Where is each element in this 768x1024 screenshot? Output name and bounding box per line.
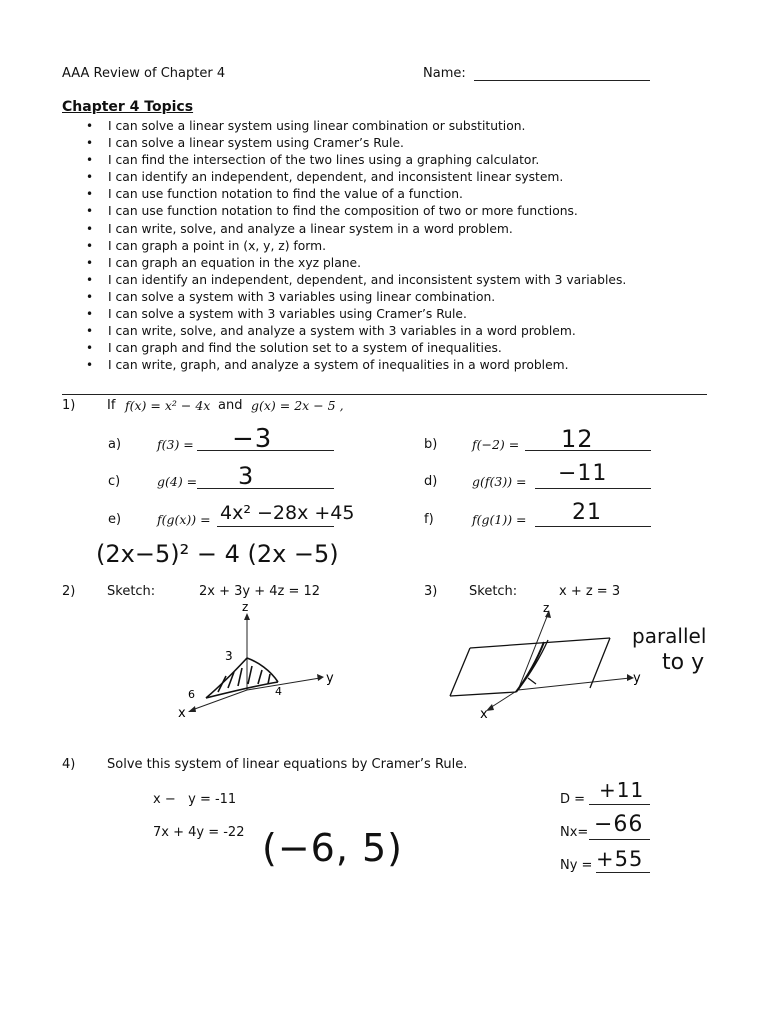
q3-axes <box>490 614 630 708</box>
q1-work: (2x−5)² − 4 (2x −5) <box>96 540 339 568</box>
q1-g-definition: g(x) = 2x − 5 , <box>251 398 344 413</box>
q1d-label: d) <box>424 474 438 489</box>
topic-item: • I can graph a point in (x, y, z) form. <box>86 238 746 255</box>
worksheet-title: AAA Review of Chapter 4 <box>62 66 226 81</box>
q3-axis-x-label: x <box>480 707 488 722</box>
q4-ny-label: Ny = <box>560 858 593 873</box>
q2-axis-x-label: x <box>178 706 186 721</box>
topic-item: • I can find the intersection of the two lines using a graphing calculator. <box>86 152 746 169</box>
topic-item: • I can identify an independent, dependent, and inconsistent system with 3 variables. <box>86 272 746 289</box>
q2-axis-y-label: y <box>326 671 334 686</box>
q2-axis-z-label: z <box>242 600 249 614</box>
q4-d-value: +11 <box>599 778 645 802</box>
q3-sketch-label: Sketch: <box>469 584 518 599</box>
q3-axis-y-label: y <box>633 671 641 686</box>
q1b-expr: f(−2) = <box>472 437 520 452</box>
name-blank[interactable] <box>474 80 650 81</box>
q2-equation: 2x + 3y + 4z = 12 <box>199 584 321 599</box>
q1e-expr: f(g(x)) = <box>157 512 211 527</box>
q2-sketch-label: Sketch: <box>107 584 156 599</box>
q2-sketch <box>170 600 350 725</box>
q3-plane <box>450 638 610 696</box>
q1f-blank[interactable] <box>535 526 651 527</box>
q1d-answer: −11 <box>558 461 608 486</box>
topic-item: • I can solve a system with 3 variables using linear combination. <box>86 289 746 306</box>
q2-x-axis <box>192 690 247 710</box>
arrow-head-y <box>317 674 324 681</box>
q1c-label: c) <box>108 474 121 489</box>
q1e-label: e) <box>108 512 122 527</box>
q1a-answer: −3 <box>232 424 273 454</box>
topic-item: • I can graph and find the solution set to a system of inequalities. <box>86 340 746 357</box>
q1e-answer: 4x² −28x +45 <box>220 502 355 524</box>
q2-intercept-y: 4 <box>275 685 282 698</box>
q3-y-axis <box>518 678 630 690</box>
q1f-label: f) <box>424 512 434 527</box>
q4-nx-value: −66 <box>594 812 644 837</box>
q2-intercept-x: 6 <box>188 688 195 701</box>
q2-y-axis <box>247 678 320 690</box>
q4-ny-blank[interactable] <box>596 872 650 873</box>
q3-axis-z-label: z <box>543 601 550 615</box>
q2-intercept-z: 3 <box>225 649 233 663</box>
topic-item: • I can solve a linear system using Cramer’s Rule. <box>86 135 746 152</box>
q1c-expr: g(4) = <box>157 474 198 489</box>
q4-prompt: Solve this system of linear equations by Cramer’s Rule. <box>107 757 468 772</box>
topic-item: • I can solve a system with 3 variables using Cramer’s Rule. <box>86 306 746 323</box>
topic-item: • I can use function notation to find the composition of two or more functions. <box>86 203 746 220</box>
q1c-blank[interactable] <box>197 488 334 489</box>
topics-list <box>86 118 746 374</box>
q1e-blank[interactable] <box>217 526 334 527</box>
q1-and: and <box>218 398 243 413</box>
q4-nx-label: Nx= <box>560 825 589 840</box>
topic-item: • I can identify an independent, dependent, and inconsistent linear system. <box>86 169 746 186</box>
q3-sketch <box>440 600 640 725</box>
q1c-answer: 3 <box>238 462 255 490</box>
topics-title: Chapter 4 Topics <box>62 99 194 115</box>
q1-if: If <box>107 398 116 413</box>
name-label: Name: <box>423 66 466 81</box>
topic-item: • I can write, solve, and analyze a system with 3 variables in a word problem. <box>86 323 746 340</box>
q1b-answer: 12 <box>561 425 594 453</box>
q1a-expr: f(3) = <box>157 437 194 452</box>
topic-item: • I can graph an equation in the xyz plane. <box>86 255 746 272</box>
q4-number: 4) <box>62 757 76 772</box>
q1-f-definition: f(x) = x² − 4x <box>125 398 211 413</box>
arrow-head-z <box>244 613 250 620</box>
q1d-expr: g(f(3)) = <box>472 474 527 489</box>
q3-note-line2: to y <box>662 650 705 675</box>
q4-equation-2: 7x + 4y = -22 <box>153 825 245 840</box>
q1f-expr: f(g(1)) = <box>472 512 527 527</box>
q4-equation-1: x − y = -11 <box>153 792 237 807</box>
q1b-label: b) <box>424 437 438 452</box>
q2-number: 2) <box>62 584 76 599</box>
q3-number: 3) <box>424 584 438 599</box>
q1-number: 1) <box>62 398 76 413</box>
topic-item: • I can solve a linear system using linear combination or substitution. <box>86 118 746 135</box>
q1d-blank[interactable] <box>535 488 651 489</box>
section-divider <box>62 394 707 395</box>
q4-d-blank[interactable] <box>589 804 650 805</box>
q4-solution: (−6, 5) <box>262 826 404 870</box>
q3-z-axis <box>518 614 548 690</box>
arrow-head-x <box>188 706 196 712</box>
topic-item: • I can write, graph, and analyze a system of inequalities in a word problem. <box>86 357 746 374</box>
q3-note-line1: parallel <box>632 624 707 648</box>
topic-item: • I can use function notation to find the value of a function. <box>86 186 746 203</box>
q4-nx-blank[interactable] <box>589 839 650 840</box>
q1a-label: a) <box>108 437 122 452</box>
q4-d-label: D = <box>560 792 586 807</box>
q1f-answer: 21 <box>572 500 602 525</box>
q3-equation: x + z = 3 <box>559 584 621 599</box>
q4-ny-value: +55 <box>596 847 644 871</box>
topic-item: • I can write, solve, and analyze a linear system in a word problem. <box>86 221 746 238</box>
